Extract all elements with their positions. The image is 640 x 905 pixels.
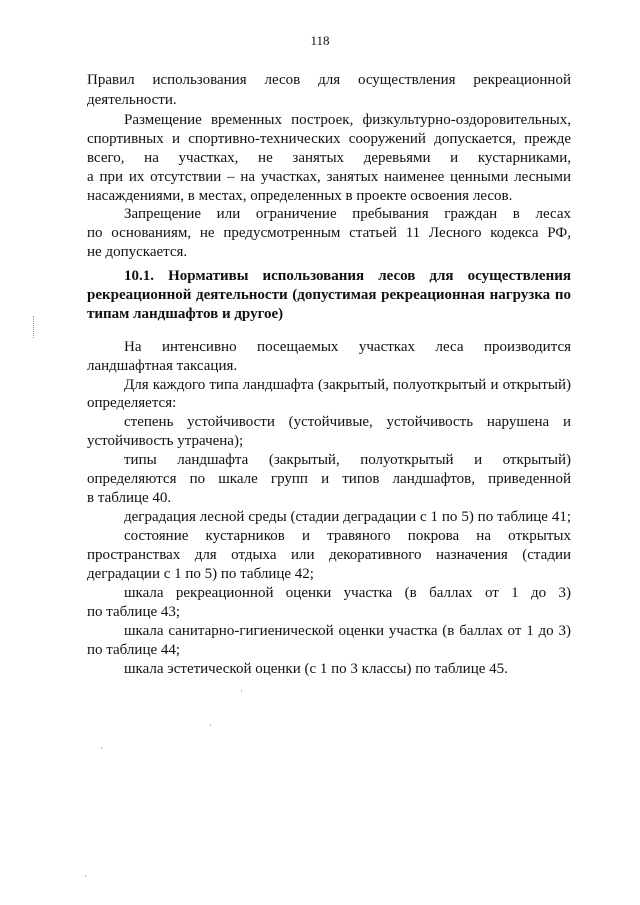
text-line: определяется: bbox=[87, 395, 177, 411]
text-line: деятельности. bbox=[87, 92, 177, 108]
text-line: шкала рекреационной оценки участка (в баллах от 1 до 3) bbox=[124, 585, 571, 601]
text-line: устойчивость утрачена); bbox=[87, 433, 244, 449]
text-line: в таблице 40. bbox=[87, 490, 172, 506]
text-line: шкала санитарно-гигиенической оценки участка (в баллах от 1 до 3) bbox=[124, 623, 571, 639]
text-line: Размещение временных построек, физкультурно-оздоровительных, bbox=[124, 112, 571, 128]
text-line: деградации с 1 по 5) по таблице 42; bbox=[87, 566, 314, 582]
text-line: шкала эстетической оценки (с 1 по 3 классы) по таблице 45. bbox=[124, 661, 508, 677]
text-line: по таблице 43; bbox=[87, 604, 181, 620]
scan-speck bbox=[210, 724, 211, 726]
text-line: состояние кустарников и травяного покрова на открытых bbox=[124, 528, 571, 544]
text-line: по таблице 44; bbox=[87, 642, 181, 658]
text-line: не допускается. bbox=[87, 244, 188, 260]
margin-mark bbox=[33, 316, 35, 338]
scan-speck bbox=[101, 747, 102, 749]
text-line: деградация лесной среды (стадии деградации с 1 по 5) по таблице 41; bbox=[124, 509, 571, 525]
text-line: Запрещение или ограничение пребывания граждан в лесах bbox=[124, 206, 571, 222]
page-number: 118 bbox=[310, 33, 330, 48]
text-line: Для каждого типа ландшафта (закрытый, полуоткрытый и открытый) bbox=[124, 377, 571, 393]
section-heading-line: 10.1. Нормативы использования лесов для осуществления bbox=[124, 268, 571, 284]
text-line: определяются по шкале групп и типов ландшафтов, приведенной bbox=[87, 471, 571, 487]
section-heading-line: типам ландшафтов и другое) bbox=[87, 306, 284, 322]
section-heading-line: рекреационной деятельности (допустимая рекреационная нагрузка по bbox=[87, 287, 571, 303]
text-line: пространствах для отдыха или декоративного назначения (стадии bbox=[87, 547, 571, 563]
text-line: всего, на участках, не занятых деревьями и кустарниками, bbox=[87, 150, 571, 166]
text-line: На интенсивно посещаемых участках леса производится bbox=[124, 339, 571, 355]
scan-speck bbox=[241, 690, 242, 692]
text-line: степень устойчивости (устойчивые, устойчивость нарушена и bbox=[124, 414, 571, 430]
text-line: типы ландшафта (закрытый, полуоткрытый и открытый) bbox=[124, 452, 571, 468]
text-line: насаждениями, в местах, определенных в проекте освоения лесов. bbox=[87, 188, 513, 204]
scan-speck bbox=[85, 875, 86, 877]
text-line: Правил использования лесов для осуществления рекреационной bbox=[87, 72, 571, 88]
text-line: ландшафтная таксация. bbox=[87, 358, 238, 374]
text-line: спортивных и спортивно-технических сооружений допускается, прежде bbox=[87, 131, 571, 147]
text-line: по основаниям, не предусмотренным статьей 11 Лесного кодекса РФ, bbox=[87, 225, 571, 241]
text-line: а при их отсутствии – на участках, занятых наименее ценными лесными bbox=[87, 169, 571, 185]
